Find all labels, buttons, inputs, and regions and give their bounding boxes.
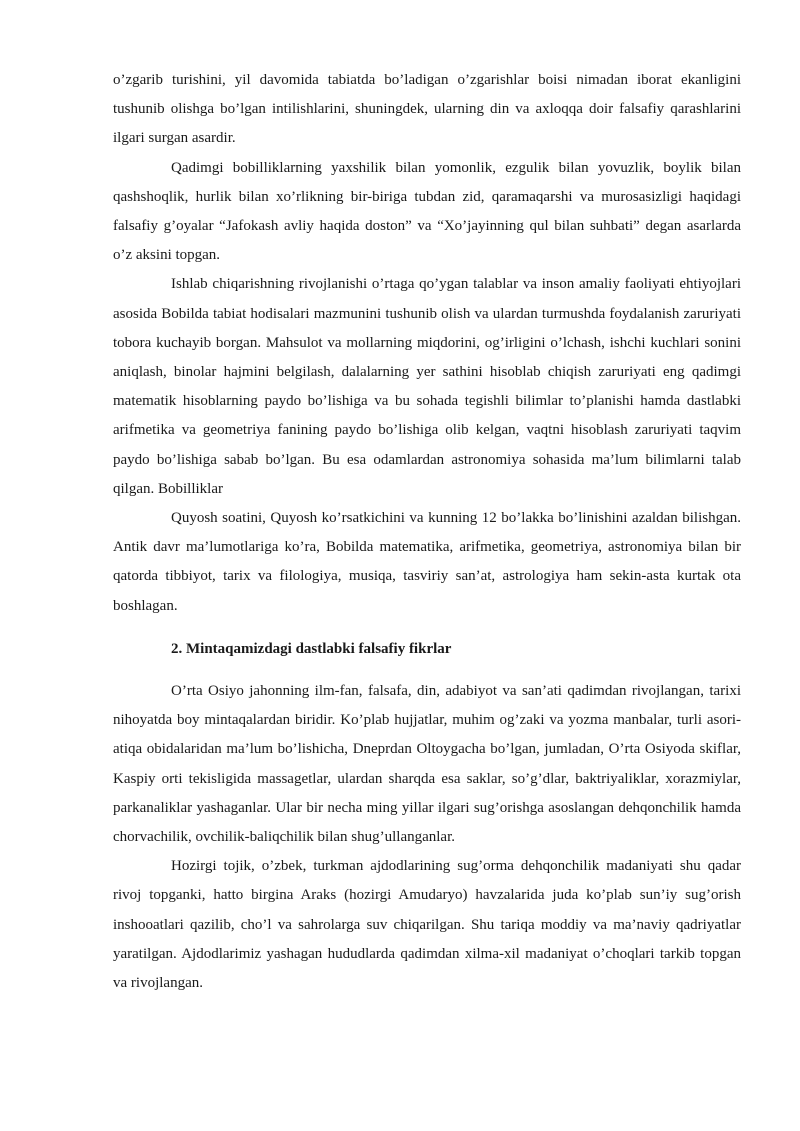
section-heading: 2. Mintaqamizdagi dastlabki falsafiy fikrlar (171, 640, 452, 657)
body-paragraph: Quyosh soatini, Quyosh ko’rsatkichini va kunning 12 bo’lakka bo’linishini azaldan bilishgan. Antik davr ma’lumotlariga ko’ra, Bobilda matematika, arifmetika, geometriya, astronomiya bilan bir qatorda tibbiyot, tarix va filologiya, musiqa, tasviriy san’at, astrologiya ham sekin-asta kurtak ota boshlagan. (113, 510, 741, 614)
body-paragraph: Ishlab chiqarishning rivojlanishi o’rtaga qo’ygan talablar va inson amaliy faoliyati ehtiyojlari asosida Bobilda tabiat hodisalari mazmunini tushunib olish va ulardan turmushda foydalanish zaruriyati tobora kuchayib borgan. Mahsulot va mollarning miqdorini, og’irligini o’lchash, ishchi kuchlari sonini aniqlash, binolar hajmini belgilash, dalalarning yer sathini hisoblab chiqish zaruriyati eng qadimgi matematik hisoblarning paydo bo’lishiga va bu sohada tegishli bilimlar to’planishi hamda dastlabki arifmetika va geometriya fanining paydo bo’lishiga olib kelgan, vaqtni hisoblash zaruriyati taqvim paydo bo’lishiga sabab bo’lgan. Bu esa odamlardan astronomiya sohasida ma’lum bilimlarni talab qilgan. Bobilliklar (113, 276, 741, 497)
body-paragraph: o’zgarib turishini, yil davomida tabiatda bo’ladigan o’zgarishlar boisi nimadan iborat ekanligini tushunib olishga bo’lgan intilishlarini, shuningdek, ularning din va axloqqa doir falsafiy qarashlarini ilgari surgan asardir. (113, 72, 741, 147)
paragraphs-after-heading (113, 677, 741, 998)
paragraphs-before-heading (113, 66, 741, 621)
body-paragraph: O’rta Osiyo jahonning ilm-fan, falsafa, din, adabiyot va san’ati qadimdan rivojlangan, tarixi nihoyatda boy mintaqalardan biridir. Ko’plab hujjatlar, muhim og’zaki va yozma manbalar, turli asori-atiqa obidalaridan ma’lum bo’lishicha, Dneprdan Oltoygacha bo’lgan, jumladan, O’rta Osiyoda skiflar, Kaspiy orti tekisligida massagetlar, ulardan sharqda esa saklar, so’g’dlar, baktriyaliklar, xorazmiylar, parkanaliklar yashaganlar. Ular bir necha ming yillar ilgari sug’orishga asoslangan dehqonchilik hamda chorvachilik, ovchilik-baliqchilik bilan shug’ullanganlar. (113, 683, 741, 846)
body-paragraph: Hozirgi tojik, o’zbek, turkman ajdodlarining sug’orma dehqonchilik madaniyati shu qadar rivoj topganki, hatto birgina Araks (hozirgi Amudaryo) havzalarida juda ko’plab sun’iy sug’orish inshooatlari qazilib, cho’l va sahrolarga suv chiqarilgan. Shu tariqa moddiy va ma’naviy qadriyatlar yaratilgan. Ajdodlarimiz yashagan hududlarda qadimdan xilma-xil madaniyat o’choqlari tarkib topgan va rivojlangan. (113, 858, 741, 992)
body-paragraph: Qadimgi bobilliklarning yaxshilik bilan yomonlik, ezgulik bilan yovuzlik, boylik bilan qashshoqlik, hurlik bilan xo’rlikning bir-biriga tubdan zid, qaramaqarshi va murosasizligi haqidagi falsafiy g’oyalar “Jafokash avliy haqida doston” va “Xo’jayinning qul bilan suhbati” degan asarlarda o’z aksini topgan. (113, 159, 741, 264)
document-page (113, 66, 741, 998)
